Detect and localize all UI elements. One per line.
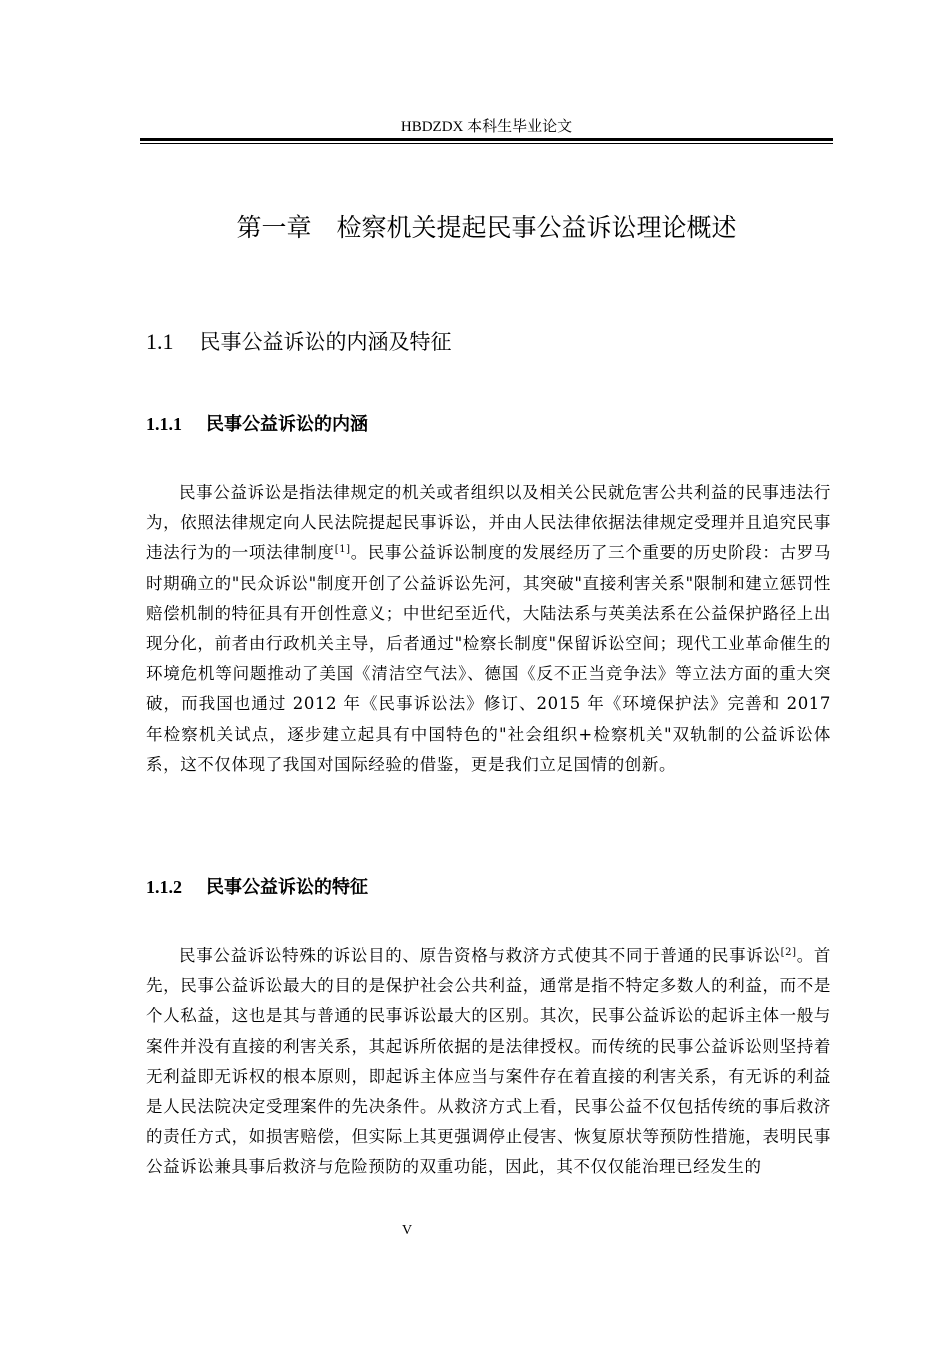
subsection-number: 1.1.1 bbox=[146, 414, 182, 434]
section-number: 1.1 bbox=[146, 329, 174, 354]
paragraph-text: 。民事公益诉讼制度的发展经历了三个重要的历史阶段：古罗马时期确立的"民众诉讼"制度开创了公益诉讼先河，其突破"直接利害关系"限制和建立惩罚性赔偿机制的特征具有开创性意义；中世纪至近代，大陆法系与英美法系在公益保护路径上出现分化，前者由行政机关主导，后者通过"检察长制度"保留诉讼空间；现代工业革命催生的环境危机等问题推动了美国《清洁空气法》、德国《反不正当竞争法》等立法方面的重大突破，而我国也通过 2012 年《民事诉讼法》修订、2015 年《环境保护法》完善和 2017 年检察机关试点，逐步建立起具有中国特色的"社会组织+检察机关"双轨制的公益诉讼体系，这不仅体现了我国对国际经验的借鉴，更是我们立足国情的创新。 bbox=[146, 543, 831, 774]
subsection-title: 民事公益诉讼的特征 bbox=[206, 877, 368, 898]
body-paragraph-1 bbox=[146, 478, 831, 780]
section-heading bbox=[146, 326, 452, 359]
header-rule-thick bbox=[140, 138, 833, 141]
header-rule-thin bbox=[140, 143, 833, 144]
citation-ref: [2] bbox=[780, 947, 797, 958]
citation-ref: [1] bbox=[334, 544, 351, 556]
chapter-title: 第一章 检察机关提起民事公益诉讼理论概述 bbox=[236, 213, 737, 242]
subsection-number: 1.1.2 bbox=[146, 877, 182, 897]
page-number: V bbox=[401, 1223, 413, 1238]
running-header: HBDZDX 本科生毕业论文 bbox=[400, 119, 573, 135]
subsection-heading-1 bbox=[146, 410, 368, 439]
paragraph-text: 民事公益诉讼特殊的诉讼目的、原告资格与救济方式使其不同于普通的民事诉讼 bbox=[179, 946, 781, 965]
section-title: 民事公益诉讼的内涵及特征 bbox=[199, 330, 452, 354]
paragraph-text: 民事公益诉讼是指法律规定的机关或者组织以及相关公民就危害公共利益的民事违法行为，依照法律规定向人民法院提起民事诉讼，并由人民法律依据法律规定受理并且追究民事违法行为的一项法律制度 bbox=[146, 483, 831, 563]
subsection-title: 民事公益诉讼的内涵 bbox=[206, 414, 368, 435]
subsection-heading-2 bbox=[146, 873, 368, 902]
body-paragraph-2 bbox=[146, 941, 831, 1183]
paragraph-text: 。首先，民事公益诉讼最大的目的是保护社会公共利益，通常是指不特定多数人的利益，而不是个人私益，这也是其与普通的民事诉讼最大的区别。其次，民事公益诉讼的起诉主体一般与案件并没有直接的利害关系，其起诉所依据的是法律授权。而传统的民事公益诉讼则坚持着无利益即无诉权的根本原则，即起诉主体应当与案件存在着直接的利害关系，有无诉的利益是人民法院决定受理案件的先决条件。从救济方式上看，民事公益不仅包括传统的事后救济的责任方式，如损害赔偿，但实际上其更强调停止侵害、恢复原状等预防性措施，表明民事公益诉讼兼具事后救济与危险预防的双重功能，因此，其不仅仅能治理已经发生的 bbox=[146, 946, 832, 1177]
